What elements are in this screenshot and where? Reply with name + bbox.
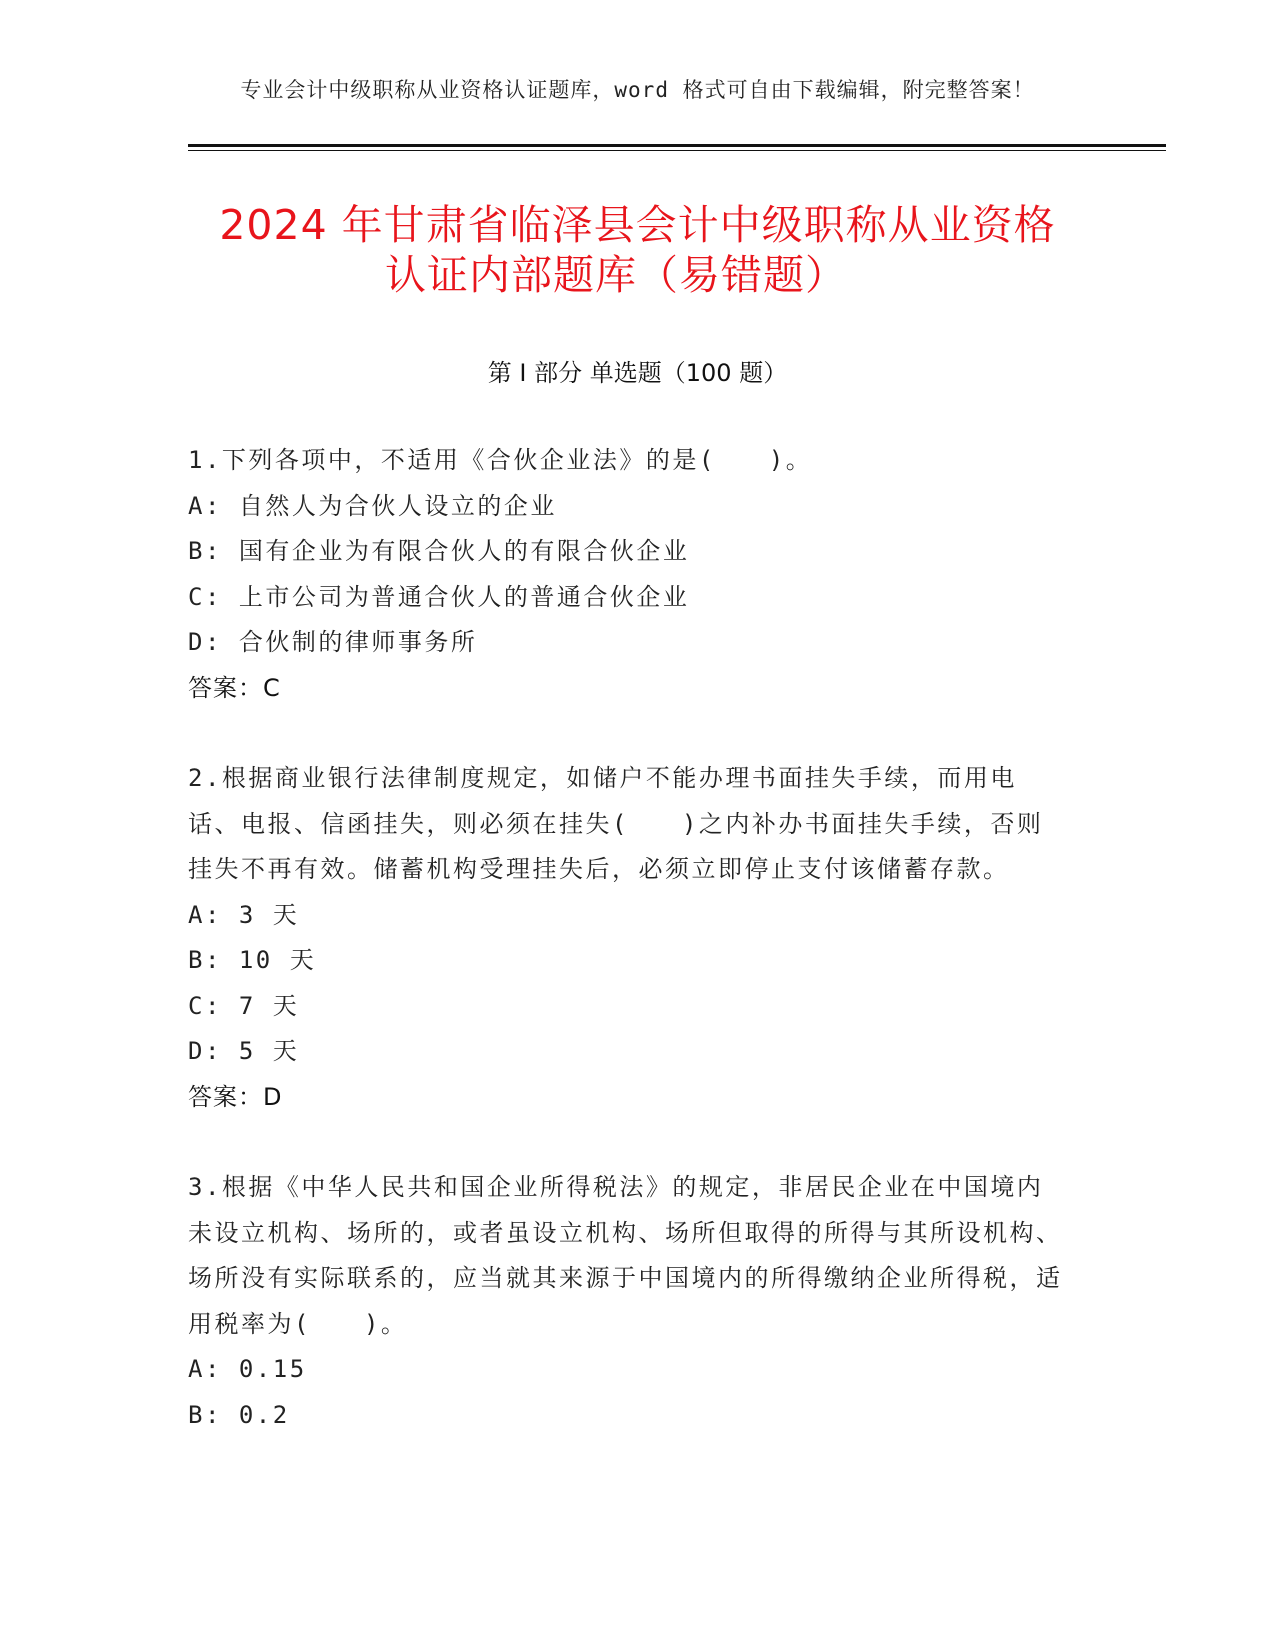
question-1: [188, 438, 1068, 711]
option-b: B: 0.2: [188, 1400, 290, 1429]
option-c: C: 7 天: [188, 991, 300, 1020]
question-list: [188, 438, 1068, 1483]
document-title: [0, 200, 1275, 300]
option-d: D: 合伙制的律师事务所: [188, 628, 478, 656]
section-heading: 第 I 部分 单选题（100 题）: [487, 359, 788, 387]
answer: 答案：C: [188, 673, 281, 702]
option-a: A: 0.15: [188, 1355, 307, 1383]
option-a: A: 3 天: [188, 900, 300, 929]
question-stem: 2.根据商业银行法律制度规定，如储户不能办理书面挂失手续，而用电话、电报、信函挂失，则必须在挂失( )之内补办书面挂失手续，否则挂失不再有效。储蓄机构受理挂失后，必须立即停止支付该储蓄存款。: [188, 764, 1044, 883]
question-2: [188, 756, 1068, 1120]
option-a: A: 自然人为合伙人设立的企业: [188, 491, 557, 520]
option-b: B: 10 天: [188, 946, 317, 974]
option-c: C: 上市公司为普通合伙人的普通合伙企业: [188, 582, 690, 611]
header-divider: [188, 144, 1166, 147]
answer: 答案：D: [188, 1082, 283, 1111]
question-stem: 3.根据《中华人民共和国企业所得税法》的规定，非居民企业在中国境内未设立机构、场所的，或者虽设立机构、场所但取得的所得与其所设机构、场所没有实际联系的，应当就其来源于中国境内的所得缴纳企业所得税，适用税率为( )。: [188, 1173, 1063, 1338]
header-divider-thin: [188, 150, 1166, 151]
question-3: [188, 1165, 1068, 1438]
title-line-2: 认证内部题库（易错题）: [385, 251, 847, 299]
option-d: D: 5 天: [188, 1037, 300, 1065]
question-stem: 1.下列各项中，不适用《合伙企业法》的是( )。: [188, 446, 813, 474]
title-line-1: 2024 年甘肃省临泽县会计中级职称从业资格: [219, 201, 1056, 249]
option-b: B: 国有企业为有限合伙人的有限合伙企业: [188, 537, 690, 565]
header-note: 专业会计中级职称从业资格认证题库，word 格式可自由下载编辑，附完整答案！: [240, 78, 1035, 102]
